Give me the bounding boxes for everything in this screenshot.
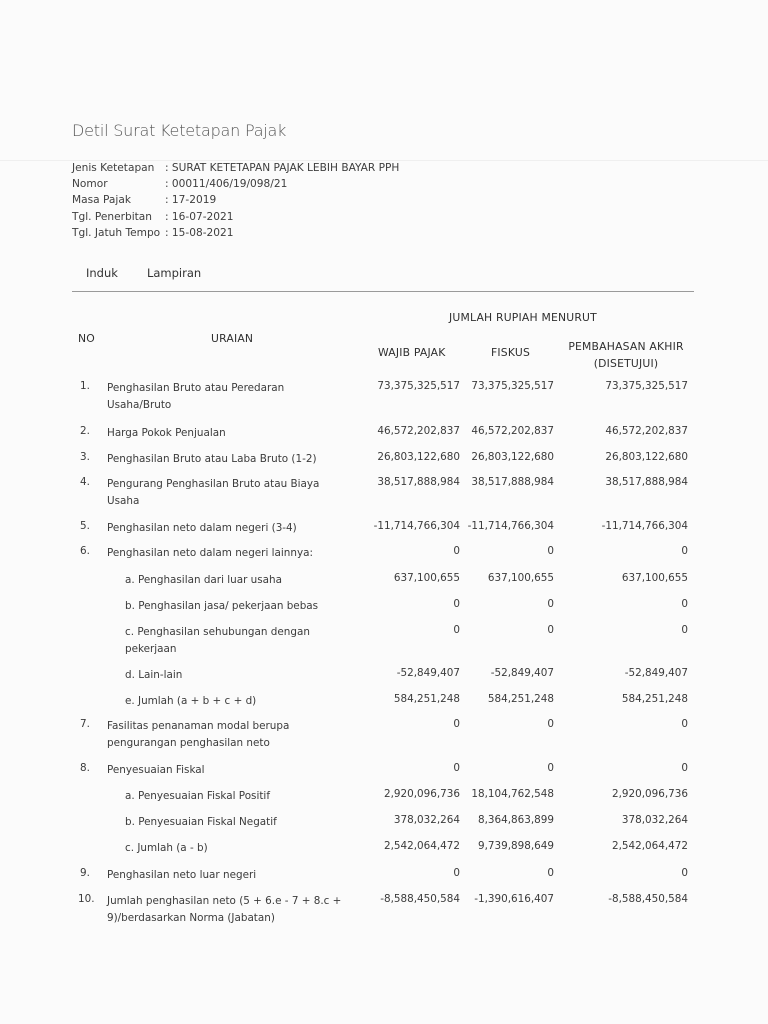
meta-key: Masa Pajak [72,194,131,207]
value-pembahasan-akhir: -8,588,450,584 [608,893,688,905]
value-fiskus: 0 [547,545,554,557]
row-description: Penghasilan Bruto atau Laba Bruto (1-2) [107,453,317,465]
value-pembahasan-akhir: 0 [681,762,688,774]
row-number: 6. [80,545,90,557]
row-number: 8. [80,762,90,774]
meta-value: : 17-2019 [165,194,217,207]
value-wajib-pajak: 584,251,248 [393,693,460,705]
value-pembahasan-akhir: 26,803,122,680 [605,451,688,463]
meta-value: : 16-07-2021 [165,210,234,223]
row-description: Harga Pokok Penjualan [107,427,226,439]
value-fiskus: 584,251,248 [487,693,554,705]
meta-value: : 15-08-2021 [165,226,234,239]
value-fiskus: -52,849,407 [490,667,554,679]
value-wajib-pajak: -11,714,766,304 [373,520,460,532]
value-fiskus: 0 [547,867,554,879]
value-fiskus: 8,364,863,899 [477,814,554,826]
row-description: Penghasilan neto luar negeri [107,869,257,881]
value-pembahasan-akhir: 0 [681,624,688,636]
row-description: c. Penghasilan sehubungan dengan pekerjaan [125,626,310,655]
value-wajib-pajak: -52,849,407 [396,667,460,679]
value-wajib-pajak: 73,375,325,517 [377,380,460,392]
meta-key: Jenis Ketetapan [72,162,155,174]
meta-row-jenis-ketetapan [72,160,399,176]
value-wajib-pajak: 0 [453,762,460,774]
row-description: Penyesuaian Fiskal [107,764,205,776]
row-description: Fasilitas penanaman modal berupa pengurangan penghasilan neto [107,720,290,749]
meta-row-tgl-penerbitan [72,209,399,225]
meta-key: Tgl. Jatuh Tempo [72,226,161,239]
value-fiskus: 0 [547,598,554,610]
value-pembahasan-akhir: -52,849,407 [624,667,688,679]
value-wajib-pajak: -8,588,450,584 [380,893,460,905]
value-wajib-pajak: 46,572,202,837 [377,425,460,437]
value-wajib-pajak: 0 [453,624,460,636]
page-title: Detil Surat Ketetapan Pajak [72,121,287,140]
value-fiskus: 38,517,888,984 [471,476,554,488]
meta-row-nomor [72,176,399,192]
header-wajib-pajak: WAJIB PAJAK [378,346,446,359]
meta-row-tgl-jatuh-tempo [72,225,399,241]
row-description: c. Jumlah (a - b) [125,842,208,854]
row-description: a. Penyesuaian Fiskal Positif [125,790,270,802]
row-description: Penghasilan Bruto atau Peredaran Usaha/Bruto [107,382,285,411]
header-jumlah-rupiah-menurut: JUMLAH RUPIAH MENURUT [449,311,597,324]
meta-key: Nomor [72,178,108,191]
tab-lampiran[interactable]: Lampiran [146,266,202,280]
assessment-metadata [72,160,399,241]
value-wajib-pajak: 38,517,888,984 [377,476,460,488]
tab-bar [86,266,201,280]
value-fiskus: 0 [547,718,554,730]
header-no: NO [78,332,95,345]
value-fiskus: 0 [547,762,554,774]
value-fiskus: -1,390,616,407 [474,893,554,905]
value-wajib-pajak: 378,032,264 [393,814,460,826]
value-fiskus: 73,375,325,517 [471,380,554,392]
value-fiskus: 18,104,762,548 [471,788,554,800]
row-number: 3. [80,451,90,463]
value-pembahasan-akhir: 0 [681,598,688,610]
row-description: b. Penyesuaian Fiskal Negatif [125,816,277,828]
value-wajib-pajak: 2,920,096,736 [383,788,460,800]
row-description: Penghasilan neto dalam negeri (3-4) [107,522,297,534]
value-pembahasan-akhir: 584,251,248 [621,693,688,705]
row-description: Penghasilan neto dalam negeri lainnya: [107,547,313,559]
row-description: d. Lain-lain [125,669,183,681]
value-pembahasan-akhir: -11,714,766,304 [601,520,688,532]
value-pembahasan-akhir: 637,100,655 [621,572,688,584]
tab-divider [72,291,694,292]
value-pembahasan-akhir: 0 [681,545,688,557]
value-wajib-pajak: 26,803,122,680 [377,451,460,463]
row-description: b. Penghasilan jasa/ pekerjaan bebas [125,600,319,612]
meta-key: Tgl. Penerbitan [72,210,153,223]
tab-induk[interactable]: Induk [86,266,118,280]
value-wajib-pajak: 0 [453,545,460,557]
value-wajib-pajak: 0 [453,718,460,730]
row-number: 4. [80,476,90,488]
row-number: 5. [80,520,90,532]
value-fiskus: 0 [547,624,554,636]
value-wajib-pajak: 0 [453,598,460,610]
value-fiskus: 9,739,898,649 [477,840,554,852]
value-fiskus: 637,100,655 [487,572,554,584]
value-pembahasan-akhir: 0 [681,867,688,879]
header-uraian: URAIAN [211,332,254,345]
row-number: 7. [80,718,90,730]
row-number: 9. [80,867,90,879]
value-pembahasan-akhir: 0 [681,718,688,730]
value-fiskus: 46,572,202,837 [471,425,554,437]
value-pembahasan-akhir: 46,572,202,837 [605,425,688,437]
row-number: 2. [80,425,90,437]
value-pembahasan-akhir: 73,375,325,517 [605,380,688,392]
meta-value: : 00011/406/19/098/21 [165,178,288,191]
row-description: a. Penghasilan dari luar usaha [125,574,282,586]
row-description: e. Jumlah (a + b + c + d) [125,695,257,707]
value-pembahasan-akhir: 38,517,888,984 [605,476,688,488]
value-fiskus: -11,714,766,304 [467,520,554,532]
row-number: 1. [80,380,90,392]
row-description: Pengurang Penghasilan Bruto atau Biaya Usaha [107,478,320,507]
header-pembahasan-akhir [563,338,689,372]
value-wajib-pajak: 637,100,655 [393,572,460,584]
value-wajib-pajak: 2,542,064,472 [383,840,460,852]
value-pembahasan-akhir: 378,032,264 [621,814,688,826]
meta-value: : SURAT KETETAPAN PAJAK LEBIH BAYAR PPH [165,162,400,174]
value-fiskus: 26,803,122,680 [471,451,554,463]
meta-row-masa-pajak [72,192,399,208]
row-number: 10. [78,893,95,905]
row-description: Jumlah penghasilan neto (5 + 6.e - 7 + 8.c + 9)/berdasarkan Norma (Jabatan) [107,895,342,924]
header-pembahasan-akhir-line2: (DISETUJUI) [593,357,659,370]
header-pembahasan-akhir-line1: PEMBAHASAN AKHIR [568,340,684,353]
header-fiskus: FISKUS [491,346,530,359]
value-wajib-pajak: 0 [453,867,460,879]
value-pembahasan-akhir: 2,542,064,472 [611,840,688,852]
value-pembahasan-akhir: 2,920,096,736 [611,788,688,800]
